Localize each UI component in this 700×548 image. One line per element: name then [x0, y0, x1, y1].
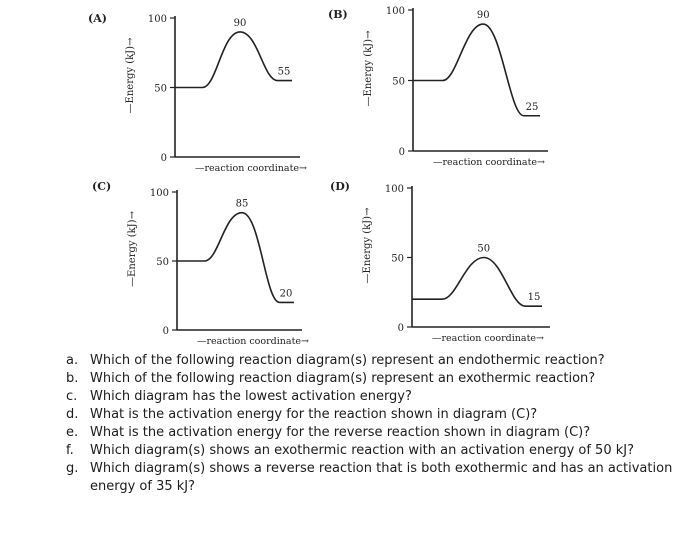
question-text: What is the activation energy for the reverse reaction shown in diagram (C)? [90, 425, 591, 440]
product-energy-label: 20 [279, 288, 293, 300]
question-item [60, 388, 685, 406]
y-tick-label: 0 [162, 326, 169, 337]
question-letter: b. [66, 371, 79, 386]
question-letter: e. [66, 425, 79, 440]
y-tick-label: 50 [154, 83, 167, 95]
y-axis-label: —Energy (kJ)→ [127, 211, 138, 287]
energy-curve [413, 24, 540, 116]
question-text: Which of the following reaction diagram(s) represent an exothermic reaction? [90, 371, 596, 386]
diagram-label: (B) [328, 8, 348, 21]
diagram-label: (D) [330, 180, 350, 193]
question-item [60, 352, 685, 370]
diagram-label: (C) [92, 180, 112, 193]
question-item [60, 460, 685, 496]
question-letter: a. [66, 353, 79, 368]
product-energy-label: 55 [277, 66, 291, 78]
x-axis-label: —reaction coordinate→ [197, 336, 309, 347]
question-item [60, 424, 685, 442]
question-item [60, 442, 685, 460]
energy-curve [175, 32, 292, 88]
question-letter: c. [66, 389, 78, 404]
peak-energy-label: 50 [477, 243, 491, 255]
x-axis-label: —reaction coordinate→ [433, 157, 545, 168]
question-letter: d. [66, 407, 79, 422]
y-axis-label: —Energy (kJ)→ [125, 37, 136, 114]
peak-energy-label: 90 [233, 17, 247, 29]
y-tick-label: 0 [398, 147, 405, 158]
y-tick-label: 50 [392, 76, 405, 88]
product-energy-label: 25 [525, 101, 539, 113]
y-axis-label: —Energy (kJ)→ [363, 30, 374, 107]
question-text: Which diagram has the lowest activation energy? [90, 389, 412, 404]
diagram-label: (A) [88, 12, 107, 25]
energy-curve [177, 213, 294, 303]
y-tick-label: 0 [397, 323, 404, 334]
question-item [60, 370, 685, 388]
question-letter: g. [66, 461, 79, 476]
y-tick-label: 50 [156, 257, 169, 268]
question-item [60, 406, 685, 424]
product-energy-label: 15 [527, 292, 541, 304]
question-letter: f. [66, 443, 74, 458]
y-axis-label: —Energy (kJ)→ [362, 207, 373, 284]
question-text: What is the activation energy for the reaction shown in diagram (C)? [90, 407, 538, 422]
question-list [60, 352, 685, 496]
question-text: Which diagram(s) shows a reverse reaction that is both exothermic and has an activation energy of 35 kJ? [90, 461, 673, 494]
y-tick-label: 0 [160, 153, 167, 164]
energy-curve [412, 258, 542, 307]
y-tick-label: 100 [384, 184, 404, 195]
question-text: Which diagram(s) shows an exothermic reaction with an activation energy of 50 kJ? [90, 443, 634, 458]
y-tick-label: 100 [385, 6, 405, 17]
y-tick-label: 100 [147, 14, 167, 25]
x-axis-label: —reaction coordinate→ [195, 163, 307, 174]
question-text: Which of the following reaction diagram(s) represent an endothermic reaction? [90, 353, 605, 368]
peak-energy-label: 90 [476, 10, 490, 22]
y-tick-label: 50 [391, 253, 404, 265]
y-tick-label: 100 [149, 188, 169, 199]
peak-energy-label: 85 [235, 198, 249, 210]
x-axis-label: —reaction coordinate→ [432, 333, 544, 344]
